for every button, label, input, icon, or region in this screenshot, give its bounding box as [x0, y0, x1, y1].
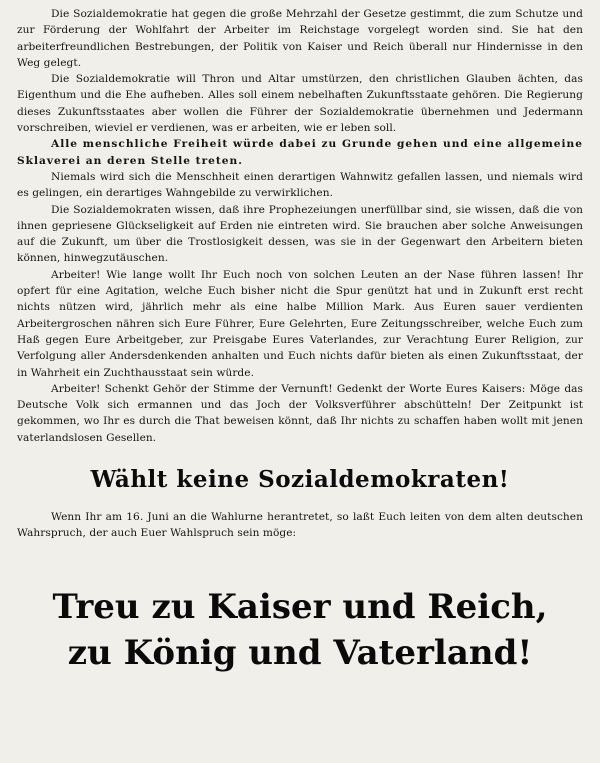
paragraph-7: Arbeiter! Schenkt Gehör der Stimme der Vernunft! Gedenkt der Worte Eures Kaisers: Möge das Deutsche Volk sich ermannen und das Joch der Volksverführer abschütteln! Der Zeitpunkt ist gekommen, wo Ihr es durch die That beweisen könnt, daß Ihr nichts zu schaffen haben wollt mit jenen vaterlandslosen Gesellen. — [17, 382, 583, 444]
slogan-line-1: Treu zu Kaiser und Reich, — [52, 586, 548, 627]
closing-paragraph: Wenn Ihr am 16. Juni an die Wahlurne herantretet, so laßt Euch leiten von dem alten deutschen Wahrspruch, der auch Euer Wahlspruch sein möge: — [17, 511, 583, 540]
paragraph-3 — [17, 136, 583, 169]
paragraph-1: Die Sozialdemokratie hat gegen die große Mehrzahl der Gesetze gestimmt, die zum Schutze und zur Förderung der Wohlfahrt der Arbeiter im Reichstage vorgelegt worden sind. Sie hat den arbeiterfreundlichen Bestrebungen, der Politik von Kaiser und Reich überall nur Hindernisse in den Weg gelegt. — [17, 8, 583, 69]
headline: Wählt keine Sozialdemokraten! — [90, 466, 510, 494]
paragraph-6: Arbeiter! Wie lange wollt Ihr Euch noch von solchen Leuten an der Nase führen lassen! Ihr opfert für eine Agitation, welche Euch bisher nicht die Spur genützt hat und in Zukunft erst recht nichts nützen wird, jährlich mehr als eine halbe Million Mark. Aus Euren sauer verdienten Arbeitergroschen nähren sich Eure Führer, Eure Gelehrten, Eure Zeitungsschreiber, welche Euch zum Haß gegen Eure Arbeitgeber, zur Preisgabe Eures Vaterlandes, zur Verachtung Eurer Religion, zur Verfolgung aller Andersdenkenden anhalten und Euch nichts dafür bieten als einen Zukunftsstaat, der in Wahrheit ein Zuchthausstaat sein würde. — [17, 268, 583, 379]
paragraph-5: Die Sozialdemokraten wissen, daß ihre Prophezeiungen unerfüllbar sind, sie wissen, daß die von ihnen gepriesene Glückseligkeit auf Erden nie eintreten wird. Sie brauchen aber solche Anweisungen auf die Zukunft, um über die Trostlosigkeit dessen, was sie in der Gegenwart den Arbeitern bieten können, hinwegzutäuschen. — [17, 203, 583, 265]
paragraph-2: Die Sozialdemokratie will Thron und Altar umstürzen, den christlichen Glauben ächten, das Eigenthum und die Ehe aufheben. Alles soll einem nebelhaften Zukunftsstaate gehören. Die Regierung dieses Zukunftsstaates aber wollen die Führer der Sozialdemokratie übernehmen und Jedermann vorschreiben, wieviel er verdienen, was er arbeiten, wie er leben soll. — [17, 73, 583, 135]
slogan — [17, 584, 583, 676]
paragraph-4: Niemals wird sich die Menschheit einen derartigen Wahnwitz gefallen lassen, und niemals wird es gelingen, ein derartiges Wahngebilde zu verwirklichen. — [17, 170, 583, 200]
paragraph-3-text: Alle menschliche Freiheit würde dabei zu Grunde gehen und eine allgemeine Sklaverei an deren Stelle treten. — [17, 138, 583, 167]
slogan-line-2: zu König und Vaterland! — [67, 632, 533, 673]
